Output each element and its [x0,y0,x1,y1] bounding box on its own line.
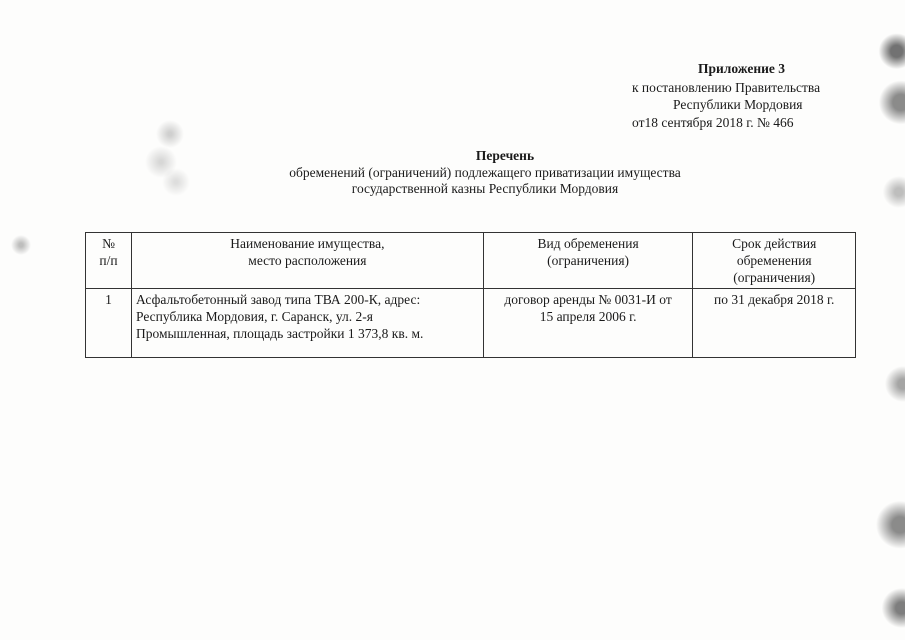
heading-line-2: государственной казны Республики Мордовия [351,181,619,196]
header-term-line: Срок действия [732,236,817,251]
header-term-line: (ограничения) [733,270,816,285]
header-type-line: (ограничения) [547,253,630,268]
row-term: по 31 декабря 2018 г. [693,289,856,358]
encumbrance-table [85,232,856,358]
row-name [132,289,484,358]
row-num: 1 [86,289,132,358]
header-type [483,233,693,289]
table-header-row [86,233,856,289]
header-num-line: № [102,236,115,251]
header-term-line: обременения [736,253,812,268]
header-num [86,233,132,289]
scan-edge-noise [863,0,905,640]
row-name-line: Промышленная, площадь застройки 1 373,8 кв. м. [136,326,424,341]
header-type-line: Вид обременения [537,236,639,251]
scan-speck-left [6,235,36,255]
heading-title: Перечень [475,148,535,163]
header-name [132,233,484,289]
row-name-line: Республика Мордовия, г. Саранск, ул. 2-я [136,309,373,324]
header-name-line: Наименование имущества, [230,236,385,251]
row-type-line: 15 апреля 2006 г. [539,309,637,324]
annex-line-3: от18 сентября 2018 г. № 466 [632,115,794,130]
table-row [86,289,856,358]
scan-specks [140,118,200,198]
annex-line-2: Республики Мордовия [673,97,803,112]
header-term [693,233,856,289]
annex-title: Приложение 3 [698,61,786,76]
header-name-line: место расположения [248,253,367,268]
row-name-line: Асфальтобетонный завод типа ТВА 200-К, адрес: [136,292,421,307]
row-type [483,289,693,358]
heading-line-1: обременений (ограничений) подлежащего приватизации имущества [289,164,681,180]
header-num-line: п/п [99,253,118,268]
document-heading [200,148,770,198]
row-type-line: договор аренды № 0031-И от [504,292,672,307]
annex-line-1: к постановлению Правительства [632,80,821,95]
